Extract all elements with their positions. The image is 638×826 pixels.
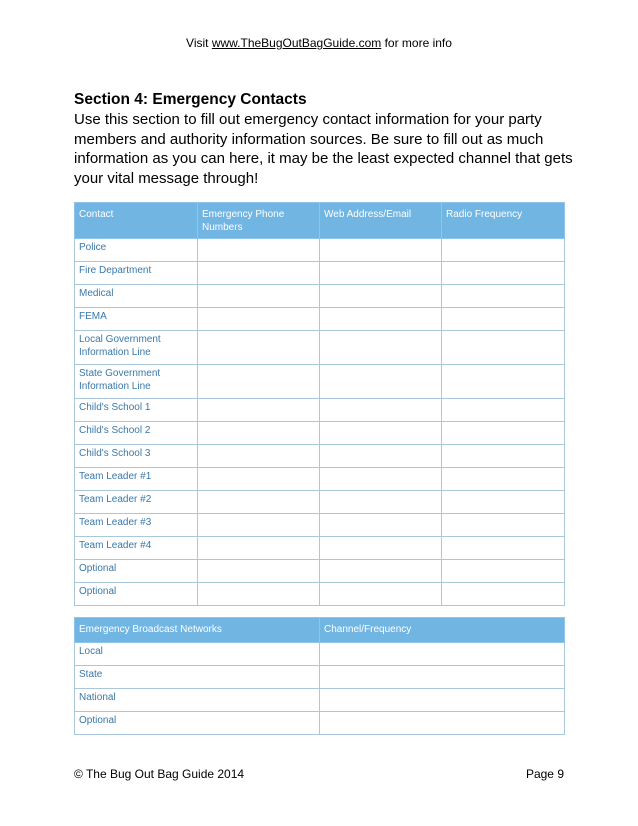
- table-row: [75, 239, 565, 262]
- table-row: [75, 514, 565, 537]
- radio-frequency-cell[interactable]: [442, 445, 565, 468]
- web-email-cell[interactable]: [320, 399, 442, 422]
- table-row: [75, 422, 565, 445]
- channel-frequency-cell[interactable]: [320, 666, 565, 689]
- table-row: [75, 262, 565, 285]
- table-row: [75, 468, 565, 491]
- phone-cell[interactable]: [198, 262, 320, 285]
- channel-frequency-cell[interactable]: [320, 643, 565, 666]
- table-row: [75, 445, 565, 468]
- header-suffix: for more info: [381, 36, 452, 50]
- network-name: Optional: [75, 712, 320, 735]
- web-email-cell[interactable]: [320, 468, 442, 491]
- phone-cell[interactable]: [198, 537, 320, 560]
- phone-cell[interactable]: [198, 468, 320, 491]
- contact-name: Fire Department: [75, 262, 198, 285]
- table-row: [75, 491, 565, 514]
- phone-cell[interactable]: [198, 491, 320, 514]
- web-email-cell[interactable]: [320, 491, 442, 514]
- web-email-cell[interactable]: [320, 422, 442, 445]
- web-email-cell[interactable]: [320, 285, 442, 308]
- contact-name: State Government Information Line: [75, 365, 198, 399]
- radio-frequency-cell[interactable]: [442, 365, 565, 399]
- radio-frequency-cell[interactable]: [442, 285, 565, 308]
- column-header-radio-frequency: Radio Frequency: [442, 203, 565, 239]
- column-header-contact: Contact: [75, 203, 198, 239]
- contact-name: Child's School 3: [75, 445, 198, 468]
- table-row: [75, 308, 565, 331]
- network-name: National: [75, 689, 320, 712]
- radio-frequency-cell[interactable]: [442, 399, 565, 422]
- web-email-cell[interactable]: [320, 239, 442, 262]
- contacts-table: [74, 202, 565, 606]
- phone-cell[interactable]: [198, 514, 320, 537]
- broadcast-networks-table: [74, 617, 565, 735]
- radio-frequency-cell[interactable]: [442, 514, 565, 537]
- radio-frequency-cell[interactable]: [442, 468, 565, 491]
- phone-cell[interactable]: [198, 399, 320, 422]
- web-email-cell[interactable]: [320, 560, 442, 583]
- table-row: [75, 537, 565, 560]
- contact-name: Medical: [75, 285, 198, 308]
- contacts-header-row: [75, 203, 565, 239]
- page-header: [0, 36, 638, 50]
- table-row: [75, 331, 565, 365]
- column-header-channel-frequency: Channel/Frequency: [320, 618, 565, 643]
- network-name: State: [75, 666, 320, 689]
- table-row: [75, 583, 565, 606]
- website-link[interactable]: www.TheBugOutBagGuide.com: [211, 36, 382, 50]
- phone-cell[interactable]: [198, 285, 320, 308]
- table-row: [75, 689, 565, 712]
- phone-cell[interactable]: [198, 331, 320, 365]
- network-name: Local: [75, 643, 320, 666]
- radio-frequency-cell[interactable]: [442, 560, 565, 583]
- radio-frequency-cell[interactable]: [442, 583, 565, 606]
- contact-name: Team Leader #2: [75, 491, 198, 514]
- contact-name: Child's School 2: [75, 422, 198, 445]
- header-prefix: Visit: [186, 36, 212, 50]
- column-header-web-email: Web Address/Email: [320, 203, 442, 239]
- radio-frequency-cell[interactable]: [442, 239, 565, 262]
- web-email-cell[interactable]: [320, 331, 442, 365]
- web-email-cell[interactable]: [320, 308, 442, 331]
- column-header-emergency-phone: Emergency Phone Numbers: [198, 203, 320, 239]
- web-email-cell[interactable]: [320, 514, 442, 537]
- section-intro: Use this section to fill out emergency contact information for your party members and authority information sources. Be sure to fill out as much information as you can here, it may be the least expected channel that gets your vital message through!: [74, 111, 573, 187]
- broadcast-header-row: [75, 618, 565, 643]
- radio-frequency-cell[interactable]: [442, 262, 565, 285]
- web-email-cell[interactable]: [320, 445, 442, 468]
- channel-frequency-cell[interactable]: [320, 689, 565, 712]
- radio-frequency-cell[interactable]: [442, 537, 565, 560]
- footer-copyright: © The Bug Out Bag Guide 2014: [74, 767, 245, 781]
- radio-frequency-cell[interactable]: [442, 422, 565, 445]
- channel-frequency-cell[interactable]: [320, 712, 565, 735]
- web-email-cell[interactable]: [320, 537, 442, 560]
- table-row: [75, 365, 565, 399]
- web-email-cell[interactable]: [320, 262, 442, 285]
- web-email-cell[interactable]: [320, 583, 442, 606]
- contact-name: Child's School 1: [75, 399, 198, 422]
- table-row: [75, 666, 565, 689]
- table-row: [75, 285, 565, 308]
- contact-name: Local Government Information Line: [75, 331, 198, 365]
- radio-frequency-cell[interactable]: [442, 308, 565, 331]
- phone-cell[interactable]: [198, 560, 320, 583]
- contact-name: Team Leader #1: [75, 468, 198, 491]
- phone-cell[interactable]: [198, 365, 320, 399]
- footer-page-number: Page 9: [525, 767, 564, 781]
- table-row: [75, 560, 565, 583]
- web-email-cell[interactable]: [320, 365, 442, 399]
- phone-cell[interactable]: [198, 445, 320, 468]
- contact-name: Police: [75, 239, 198, 262]
- phone-cell[interactable]: [198, 583, 320, 606]
- contact-name: Optional: [75, 583, 198, 606]
- contact-name: FEMA: [75, 308, 198, 331]
- contact-name: Team Leader #4: [75, 537, 198, 560]
- table-row: [75, 399, 565, 422]
- phone-cell[interactable]: [198, 308, 320, 331]
- phone-cell[interactable]: [198, 422, 320, 445]
- radio-frequency-cell[interactable]: [442, 331, 565, 365]
- radio-frequency-cell[interactable]: [442, 491, 565, 514]
- contact-name: Team Leader #3: [75, 514, 198, 537]
- phone-cell[interactable]: [198, 239, 320, 262]
- table-row: [75, 712, 565, 735]
- column-header-broadcast-networks: Emergency Broadcast Networks: [75, 618, 320, 643]
- contact-name: Optional: [75, 560, 198, 583]
- table-row: [75, 643, 565, 666]
- section-title: Section 4: Emergency Contacts: [74, 91, 307, 108]
